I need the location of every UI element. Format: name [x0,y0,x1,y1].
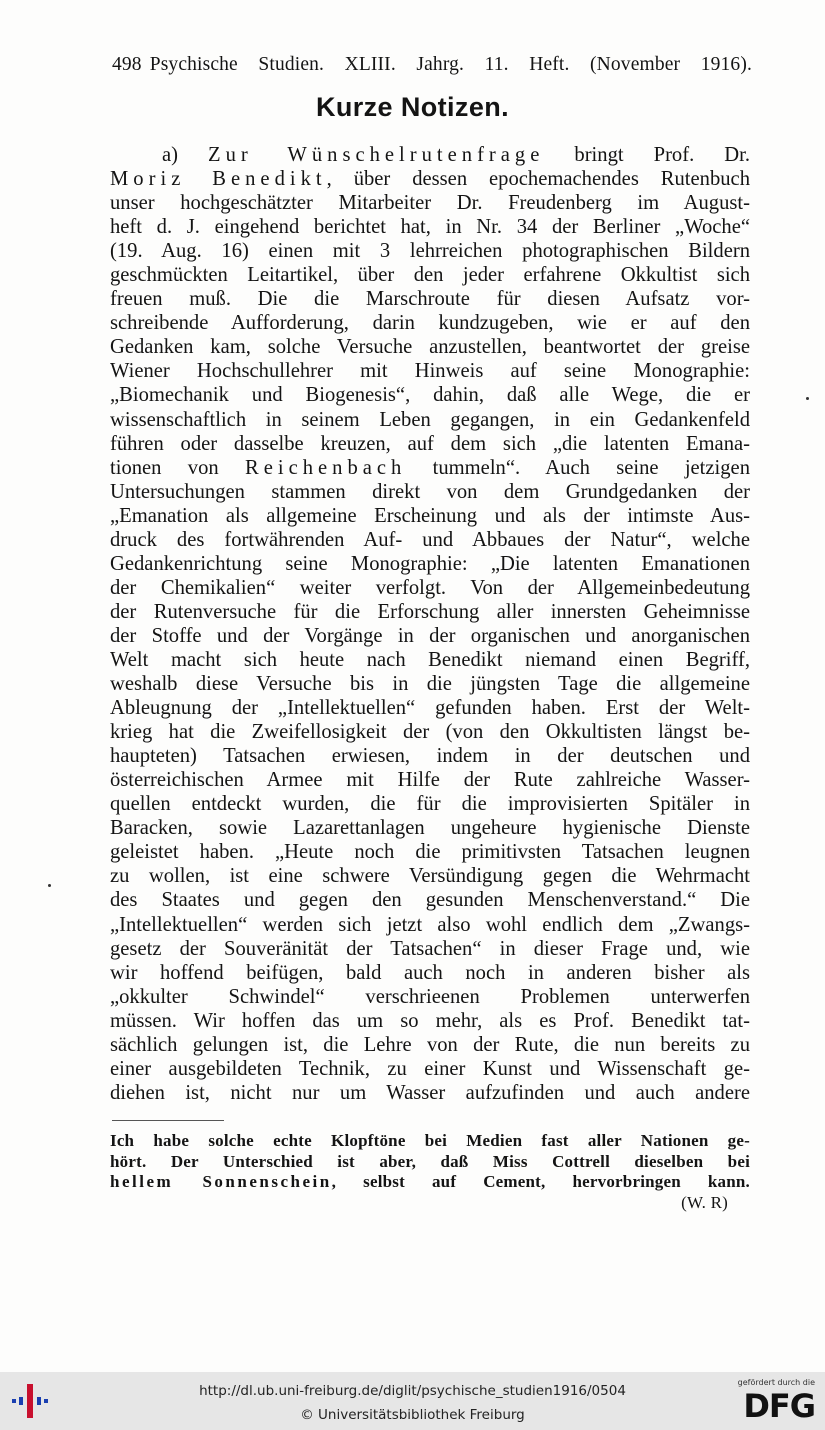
text-line [110,961,750,985]
text-segment: heft d. J. eingehend berichtet hat, in Nr. 34 der Berliner „Woche“ [110,216,750,239]
text-line [110,913,750,937]
text-line [110,287,750,311]
text-line [110,864,750,888]
text-line [110,456,750,480]
text-line [110,480,750,504]
text-segment: gesetz der Souveränität der Tatsachen“ in dieser Frage und, wie [110,937,750,960]
text-line [110,504,750,528]
text-line [110,335,750,359]
text-segment: , über dessen epochemachendes Rutenbuch [326,168,750,191]
text-segment: „Emanation als allgemeine Erscheinung und als der intimste Aus- [110,504,750,527]
margin-mark [48,884,51,887]
footnote-line [110,1172,750,1193]
text-line [110,576,750,600]
margin-mark [806,397,809,400]
text-line [110,840,750,864]
text-line [110,215,750,239]
text-line [110,720,750,744]
text-segment: tummeln“. Auch seine jetzigen [406,456,750,479]
text-line [110,408,750,432]
document-url[interactable]: http://dl.ub.uni-freiburg.de/diglit/psychische_studien1916/0504 [199,1383,626,1399]
text-segment: geleistet haben. „Heute noch die primitivsten Tatsachen leugnen [110,841,750,864]
footnote-rule [112,1120,224,1121]
text-line [110,648,750,672]
text-line [110,744,750,768]
text-segment: der Stoffe und der Vorgänge in der organischen und anorganischen [110,624,750,647]
text-line [110,552,750,576]
text-segment: a) [162,144,209,166]
text-line [110,359,750,383]
text-segment: Gedanken kam, solche Versuche anzustellen, beantwortet der greise [110,336,750,359]
text-segment: geschmückten Leitartikel, über den jeder erfahrene Okkultist sich [110,264,750,287]
text-segment: wir hoffend beifügen, bald auch noch in anderen bisher als [110,961,750,984]
text-line [110,888,750,912]
text-segment: Untersuchungen stammen direkt von dem Grundgedanken der [110,480,750,503]
text-line [110,937,750,961]
text-segment: „Intellektuellen“ werden sich jetzt also wohl endlich dem „Zwangs- [110,913,750,936]
text-segment: der Chemikalien“ weiter verfolgt. Von der Allgemeinbedeutung [110,576,750,599]
text-segment: diehen ist, nicht nur um Wasser aufzufinden und auch andere [110,1081,750,1104]
text-line [110,167,750,191]
text-line [110,672,750,696]
footnote [110,1131,750,1213]
footnote-spaced-phrase: hellem Sonnenschein [110,1172,332,1191]
text-segment: haupteten) Tatsachen erwiesen, indem in der deutschen und [110,745,750,768]
text-segment: einer ausgebildeten Technik, zu einer Kunst und Wissenschaft ge- [110,1057,750,1080]
text-line [110,600,750,624]
text-segment: druck des fortwährenden Auf- und Abbaues der Natur“, welche [110,528,750,551]
text-line [110,792,750,816]
text-line [110,1009,750,1033]
text-line [110,191,750,215]
text-segment: Ableugnung der „Intellektuellen“ gefunden haben. Erst der Welt- [110,697,750,720]
text-segment: weshalb diese Versuche bis in die jüngsten Tage die allgemeine [110,673,750,696]
text-segment: der Rutenversuche für die Erforschung aller innersten Geheimnisse [110,600,750,623]
spaced-name: Reichenbach [244,456,407,479]
page-number: 498 [112,54,142,75]
text-segment: Wiener Hochschullehrer mit Hinweis auf seine Monographie: [110,360,750,383]
text-line [110,239,750,263]
footnote-signature: (W. R) [681,1192,728,1212]
text-line [110,768,750,792]
section-title: Kurze Notizen. [315,92,510,122]
footnote-line: Ich habe solche echte Klopftöne bei Medien fast aller Nationen ge- [110,1131,750,1150]
text-line [110,985,750,1009]
text-segment: zu wollen, ist eine schwere Versündigung gegen die Wehrmacht [110,865,750,888]
text-segment: sächlich gelungen ist, die Lehre von der Rute, die nun bereits zu [110,1033,750,1056]
text-line [110,816,750,840]
text-line [110,311,750,335]
text-line [110,1057,750,1081]
spaced-name: Zur Wünschelrutenfrage [208,144,545,166]
text-segment: schreibende Aufforderung, darin kundzugeben, wie er auf den [110,312,750,335]
text-line [110,528,750,552]
text-segment: Welt macht sich heute nach Benedikt niemand einen Begriff, [110,648,750,671]
text-segment: unser hochgeschätzter Mitarbeiter Dr. Freudenberg im August- [110,192,750,215]
footnote-line-rest: , selbst auf Cement, hervorbringen kann. [331,1172,750,1191]
text-segment: „okkulter Schwindel“ verschrieenen Problemen unterwerfen [110,985,750,1008]
sponsor-caption: gefördert durch die [737,1378,815,1387]
text-segment: Gedankenrichtung seine Monographie: „Die latenten Emanationen [110,552,750,575]
text-line [110,432,750,456]
running-title: Psychische Studien. XLIII. Jahrg. 11. Heft. (November 1916). [149,54,752,75]
article-body [110,143,750,1105]
text-line [110,263,750,287]
text-segment: freuen muß. Die die Marschroute für diesen Aufsatz vor- [110,288,750,311]
text-line [110,1033,750,1057]
text-segment: des Staates und gegen den gesunden Menschenverstand.“ Die [110,889,750,912]
footnote-line: hört. Der Unterschied ist aber, daß Miss Cottrell dieselben bei [110,1151,750,1171]
text-line [110,1081,750,1105]
text-line [110,696,750,720]
text-segment: bringt Prof. Dr. [544,144,750,166]
sponsor-logo-text: DFG [743,1387,815,1425]
dfg-logo [729,1378,815,1424]
copyright-notice: © Universitätsbibliothek Freiburg [300,1407,525,1423]
text-segment: „Biomechanik und Biogenesis“, dahin, daß alle Wege, die er [110,384,750,407]
spaced-name: Moriz Benedikt [110,168,327,191]
text-line [110,383,750,407]
text-segment: krieg hat die Zweifellosigkeit der (von den Okkultisten längst be- [110,721,750,744]
text-segment: (19. Aug. 16) einen mit 3 lehrreichen photographischen Bildern [110,240,750,263]
text-line [110,624,750,648]
running-head [112,54,752,76]
viewer-footer [0,1372,825,1430]
text-segment: führen oder dasselbe kreuzen, auf dem sich „die latenten Emana- [110,432,750,455]
text-segment: österreichischen Armee mit Hilfe der Rute zahlreiche Wasser- [110,769,750,792]
text-segment: tionen von [110,456,245,479]
text-segment: quellen entdeckt wurden, die für die improvisierten Spitäler in [110,793,750,816]
text-line [110,143,750,167]
text-segment: Baracken, sowie Lazarettanlagen ungeheure hygienische Dienste [110,817,750,840]
text-segment: müssen. Wir hoffen das um so mehr, als es Prof. Benedikt tat- [110,1009,750,1032]
text-segment: wissenschaftlich in seinem Leben gegangen, in ein Gedankenfeld [110,408,750,431]
